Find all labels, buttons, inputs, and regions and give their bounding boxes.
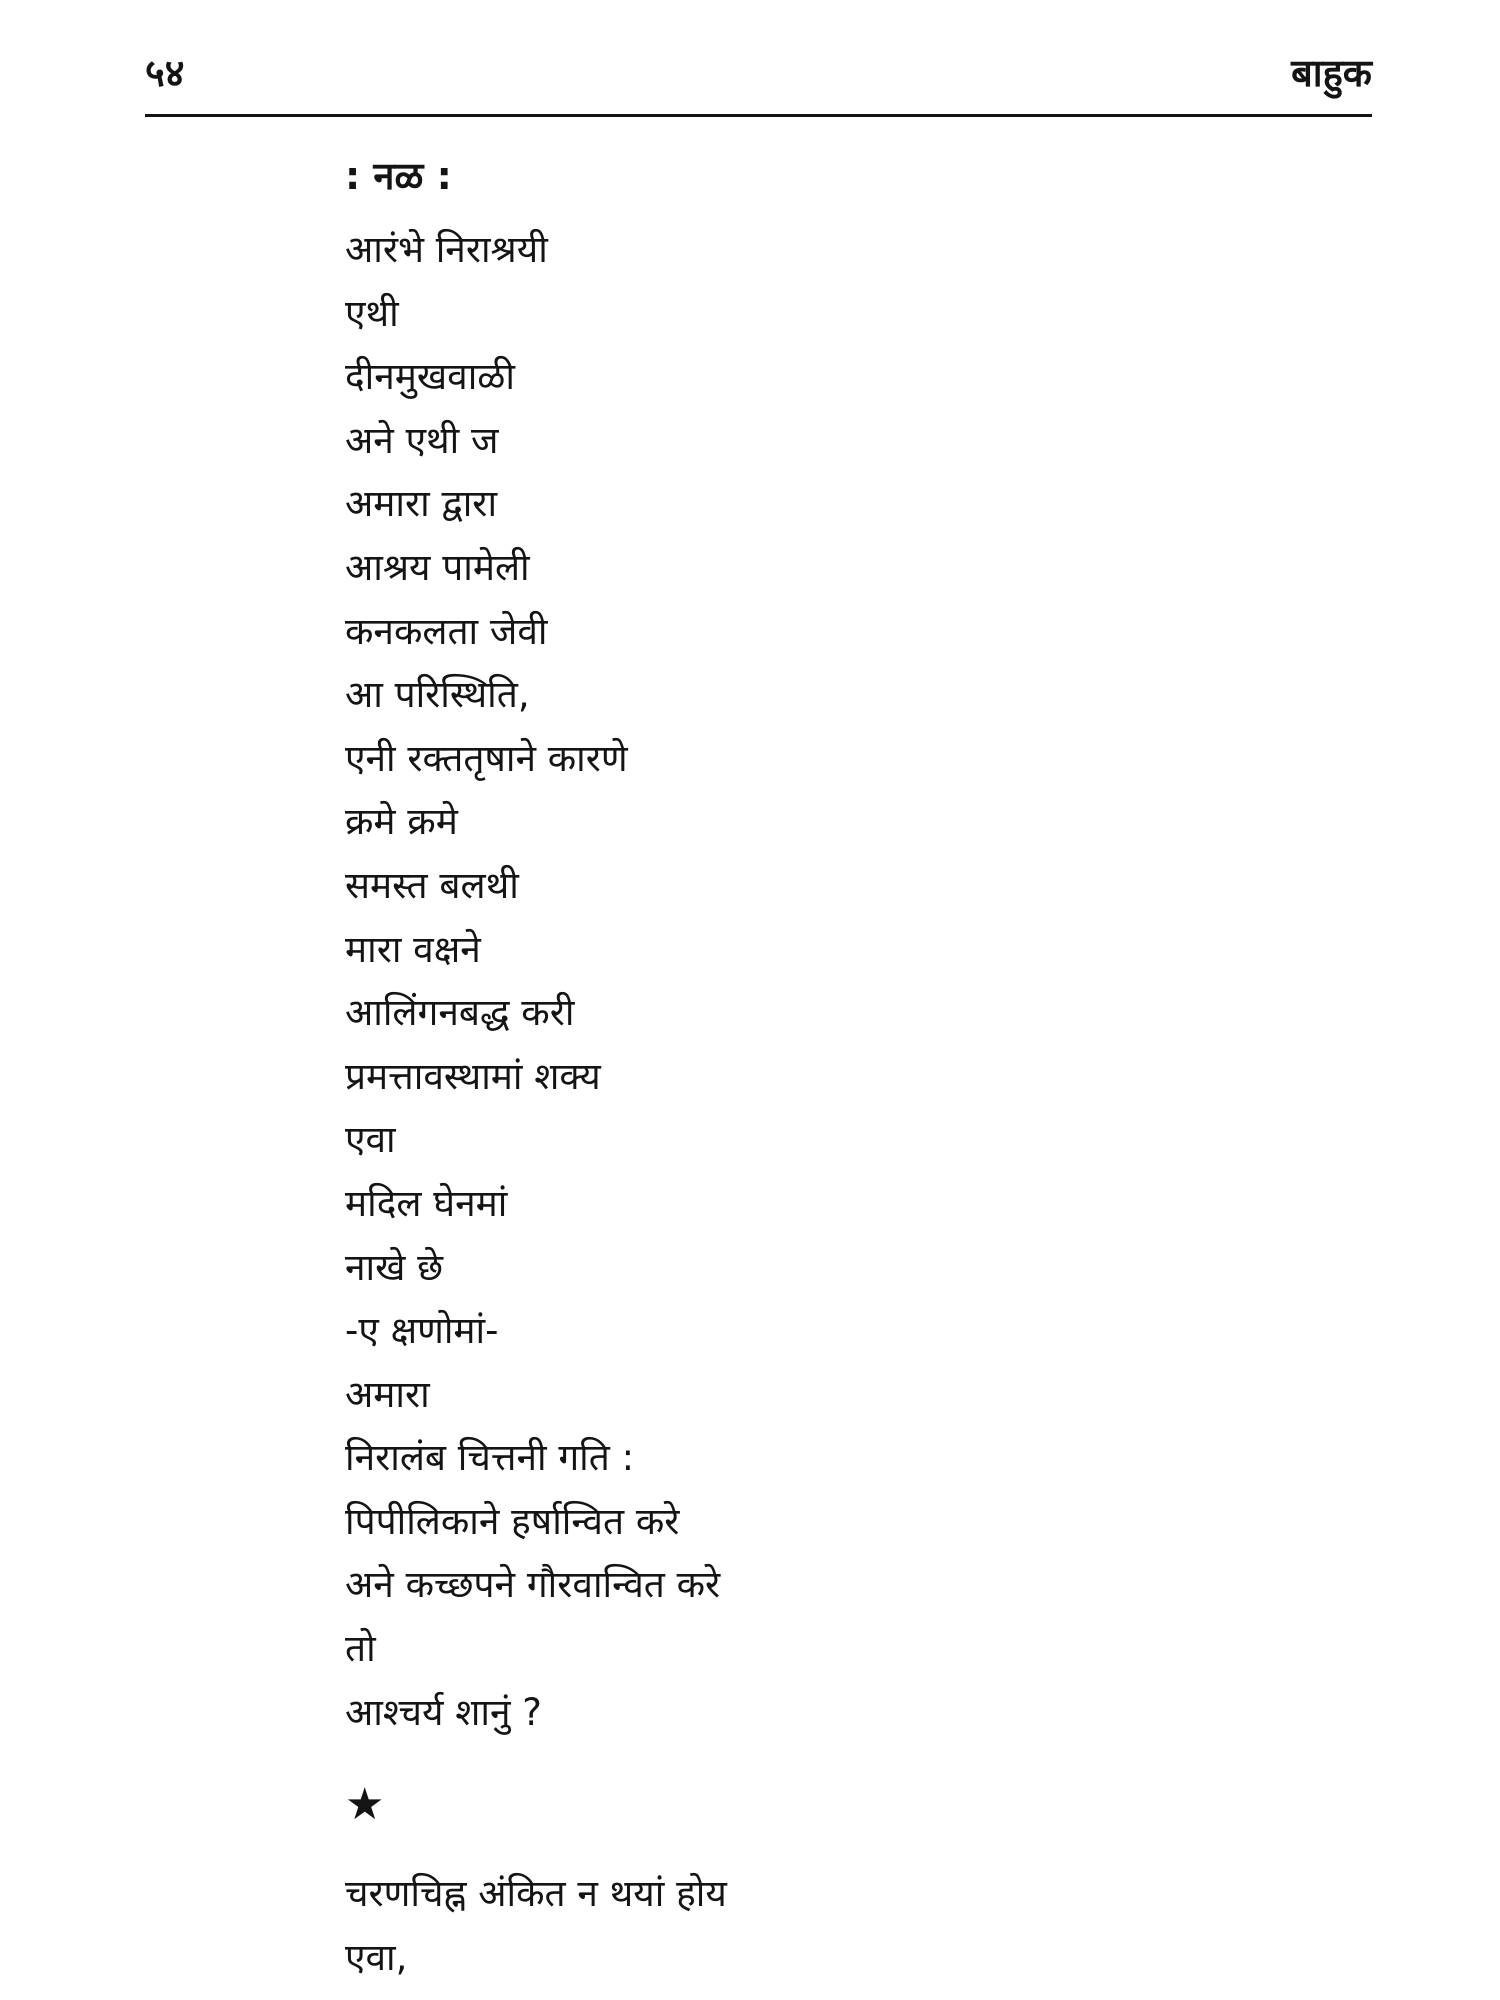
verse-lines (345, 218, 1345, 1744)
next-section-lines (345, 1862, 1345, 1989)
verse-line: आश्चर्य शानुं ? (345, 1690, 542, 1734)
poem-body (345, 148, 1345, 1989)
verse-line: निरालंब चित्तनी गति : (345, 1436, 635, 1480)
verse-line: मदिल घेनमां (345, 1181, 508, 1225)
verse-line: -ए क्षणोमां- (345, 1309, 499, 1353)
verse-line: अने एथी ज (345, 418, 499, 462)
verse-line: अने कच्छपने गौरवान्वित करे (345, 1563, 721, 1607)
verse-line: एथी (345, 291, 399, 335)
verse-line: समस्त बलथी (345, 863, 519, 907)
verse-line: दीनमुखवाळी (345, 355, 516, 399)
verse-line: नाखे छे (345, 1245, 444, 1289)
verse-line: आ परिस्थिति, (345, 673, 530, 717)
verse-line: आलिंगनबद्ध करी (345, 991, 575, 1035)
section-heading: : नळ : (345, 154, 452, 198)
running-head: बाहुक (1291, 51, 1372, 95)
verse-line: चरणचिह्न अंकित न थयां होय (345, 1872, 727, 1916)
verse-line: कनकलता जेवी (345, 609, 548, 653)
verse-line: प्रमत्तावस्थामां शक्य (345, 1054, 601, 1098)
verse-line: अमारा (345, 1372, 430, 1416)
page-number: ५४ (145, 51, 185, 95)
star-icon: ★ (345, 1779, 385, 1831)
verse-line: एवा (345, 1118, 396, 1162)
verse-line: आश्रय पामेली (345, 545, 530, 589)
verse-line: तो (345, 1627, 376, 1671)
verse-line: अमारा द्वारा (345, 482, 498, 526)
verse-line: मारा वक्षने (345, 927, 481, 971)
verse-line: एवा, (345, 1935, 408, 1979)
verse-line: क्रमे क्रमे (345, 800, 458, 844)
verse-line: पिपीलिकाने हर्षान्वित करे (345, 1499, 680, 1543)
verse-line: एनी रक्ततृषाने कारणे (345, 736, 628, 780)
verse-line: आरंभे निराश्रयी (345, 228, 548, 271)
header-rule (145, 114, 1372, 117)
